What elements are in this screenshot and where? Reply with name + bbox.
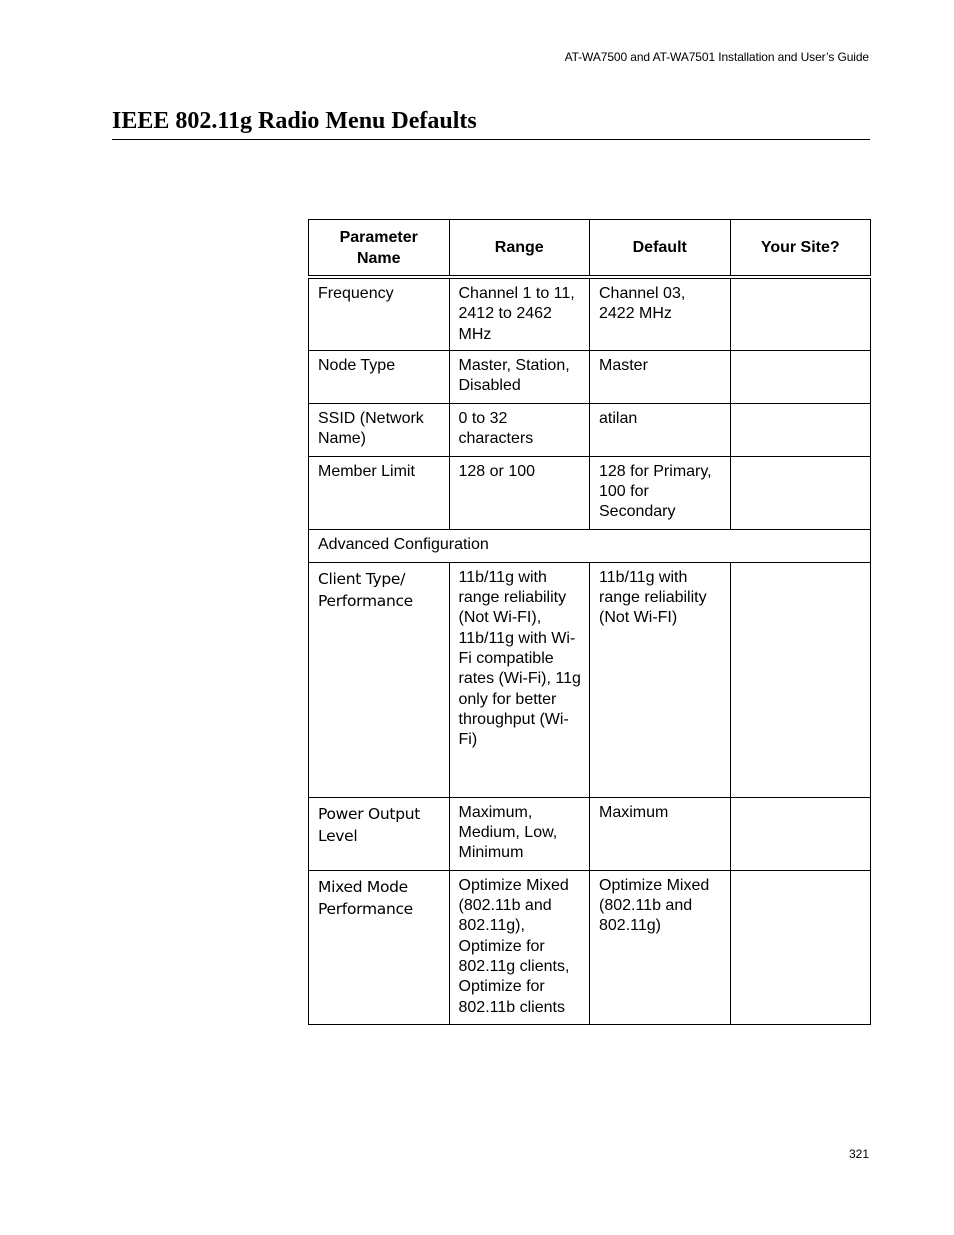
section-row bbox=[309, 529, 871, 562]
table-row bbox=[309, 797, 871, 870]
default-cell: Channel 03, 2422 MHz bbox=[590, 277, 731, 350]
table-row bbox=[309, 870, 871, 1024]
table-row bbox=[309, 277, 871, 350]
default-cell: 11b/11g with range reliability (Not Wi-FI) bbox=[590, 562, 731, 797]
param-cell: Power Output Level bbox=[309, 797, 450, 870]
param-cell: Member Limit bbox=[309, 456, 450, 529]
your-site-cell bbox=[730, 277, 871, 350]
range-cell: 0 to 32 characters bbox=[449, 403, 590, 456]
column-header-default: Default bbox=[590, 220, 731, 278]
default-cell: Optimize Mixed (802.11b and 802.11g) bbox=[590, 870, 731, 1024]
param-cell: Frequency bbox=[309, 277, 450, 350]
column-header-your-site: Your Site? bbox=[730, 220, 871, 278]
param-cell: Mixed Mode Performance bbox=[309, 870, 450, 1024]
your-site-cell bbox=[730, 870, 871, 1024]
range-cell: Maximum, Medium, Low, Minimum bbox=[449, 797, 590, 870]
range-cell: Master, Station, Disabled bbox=[449, 350, 590, 403]
param-cell: Client Type/ Performance bbox=[309, 562, 450, 797]
default-cell: Maximum bbox=[590, 797, 731, 870]
table-row bbox=[309, 562, 871, 797]
your-site-cell bbox=[730, 403, 871, 456]
range-cell: 11b/11g with range reliability (Not Wi-FI), 11b/11g with Wi-Fi compatible rates (Wi-Fi), 11g only for better throughput (Wi-Fi) bbox=[449, 562, 590, 797]
table-row bbox=[309, 350, 871, 403]
table-row bbox=[309, 456, 871, 529]
running-header: AT-WA7500 and AT-WA7501 Installation and User’s Guide bbox=[564, 50, 869, 64]
table-row bbox=[309, 403, 871, 456]
radio-defaults-table bbox=[308, 219, 871, 1025]
default-cell: Master bbox=[590, 350, 731, 403]
range-cell: 128 or 100 bbox=[449, 456, 590, 529]
your-site-cell bbox=[730, 797, 871, 870]
your-site-cell bbox=[730, 350, 871, 403]
page-number: 321 bbox=[848, 1147, 869, 1161]
default-cell: 128 for Primary, 100 for Secondary bbox=[590, 456, 731, 529]
column-header-parameter-name: Parameter Name bbox=[309, 220, 450, 278]
param-cell: SSID (Network Name) bbox=[309, 403, 450, 456]
range-cell: Channel 1 to 11, 2412 to 2462 MHz bbox=[449, 277, 590, 350]
page-title: IEEE 802.11g Radio Menu Defaults bbox=[112, 107, 870, 140]
section-label-advanced-configuration: Advanced Configuration bbox=[309, 529, 871, 562]
param-cell: Node Type bbox=[309, 350, 450, 403]
default-cell: atilan bbox=[590, 403, 731, 456]
range-cell: Optimize Mixed (802.11b and 802.11g), Optimize for 802.11g clients, Optimize for 802.11b clients bbox=[449, 870, 590, 1024]
your-site-cell bbox=[730, 562, 871, 797]
table-header-row bbox=[309, 220, 871, 278]
your-site-cell bbox=[730, 456, 871, 529]
column-header-range: Range bbox=[449, 220, 590, 278]
